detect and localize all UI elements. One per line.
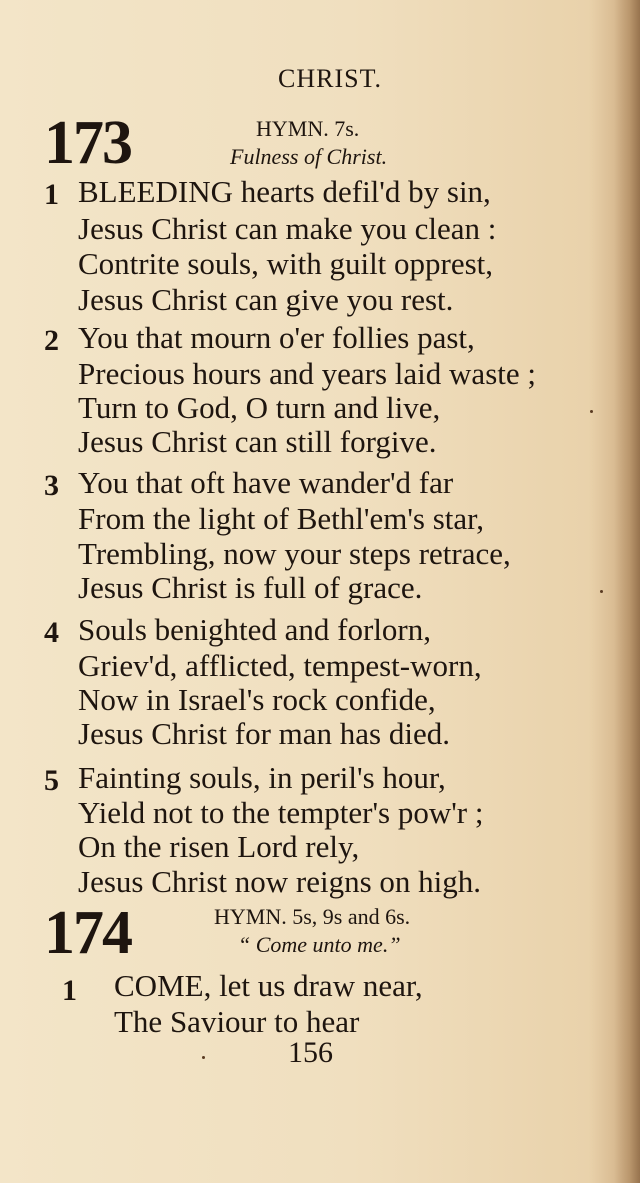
verse-line: Souls benighted and forlorn, (78, 612, 432, 647)
verse-line: Trembling, now your steps retrace, (78, 536, 511, 571)
verse-line: From the light of Bethl'em's star, (78, 501, 484, 536)
verse-line: Fainting souls, in peril's hour, (78, 760, 446, 795)
paper-speck (600, 590, 603, 593)
stanza-number: 2 (44, 324, 59, 357)
verse-line: Jesus Christ can still forgive. (78, 424, 437, 459)
verse-line: Jesus Christ for man has died. (78, 716, 450, 751)
stanza-number: 1 (44, 178, 59, 211)
verse-line: You that oft have wander'd far (78, 465, 454, 500)
verse-line: COME, let us draw near, (114, 968, 423, 1003)
paper-speck (590, 410, 593, 413)
verse-line: Turn to God, O turn and live, (78, 390, 441, 425)
verse-line: Jesus Christ can give you rest. (78, 282, 454, 317)
verse-line: The Saviour to hear (114, 1004, 360, 1039)
verse-line: Yield not to the tempter's pow'r ; (78, 795, 484, 830)
hymn-number: 174 (44, 899, 131, 967)
paper-speck (202, 1056, 205, 1059)
page-edge-shadow (614, 0, 640, 1183)
verse-line: Jesus Christ can make you clean : (78, 211, 497, 246)
verse-line: Contrite souls, with guilt opprest, (78, 246, 494, 281)
verse-line: Jesus Christ now reigns on high. (78, 864, 481, 899)
hymn-meter-label: HYMN. 5s, 9s and 6s. (214, 904, 411, 929)
verse-line: Precious hours and years laid waste ; (78, 356, 536, 391)
stanza-number: 3 (44, 469, 59, 502)
hymn-subtitle: Fulness of Christ. (230, 144, 388, 169)
verse-line: BLEEDING hearts defil'd by sin, (78, 174, 491, 209)
verse-line: Griev'd, afflicted, tempest-worn, (78, 648, 482, 683)
verse-line: On the risen Lord rely, (78, 829, 360, 864)
stanza-number: 5 (44, 764, 59, 797)
hymn-meter-label: HYMN. 7s. (256, 116, 360, 141)
verse-line: Jesus Christ is full of grace. (78, 570, 423, 605)
hymn-number: 173 (44, 109, 131, 177)
hymn-subtitle: “ Come unto me.” (238, 932, 401, 957)
verse-line: You that mourn o'er follies past, (78, 320, 475, 355)
running-head: CHRIST. (277, 64, 383, 93)
verse-line: Now in Israel's rock confide, (78, 682, 436, 717)
page-number: 156 (288, 1036, 333, 1069)
stanza-number: 1 (62, 974, 77, 1007)
stanza-number: 4 (44, 616, 59, 649)
